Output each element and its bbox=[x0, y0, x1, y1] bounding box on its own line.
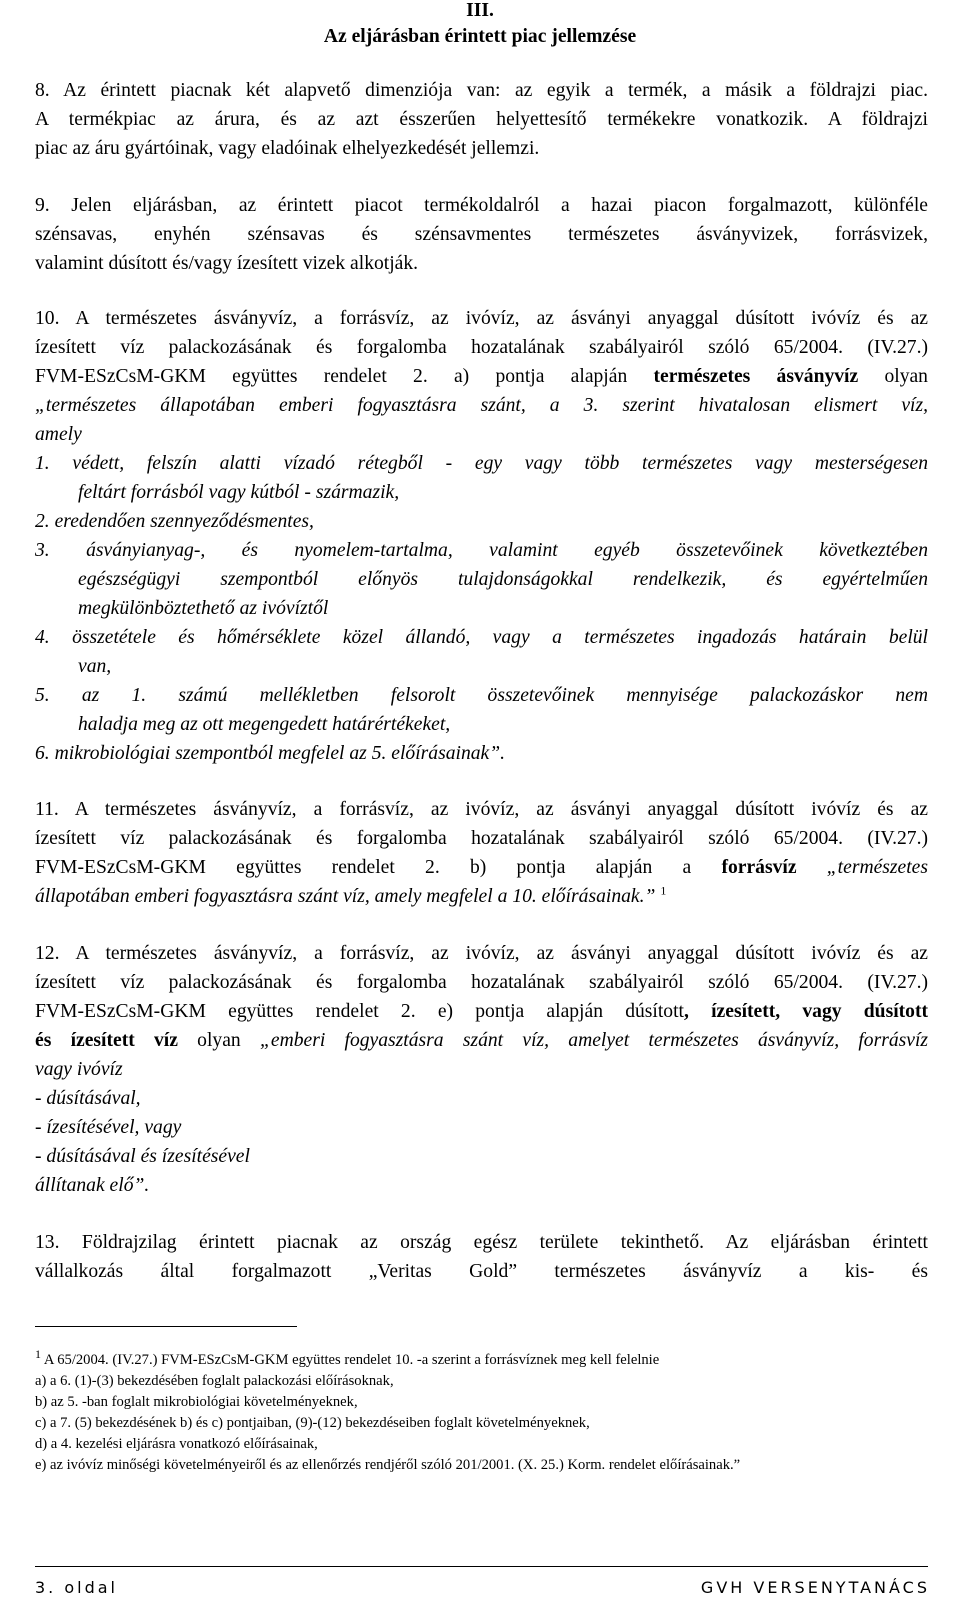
list-item: haladja meg az ott megengedett határértékeket, bbox=[78, 714, 451, 735]
paragraph-13-line: 13. Földrajzilag érintett piacnak az ország egész területe tekinthető. Az eljárásban érintett bbox=[35, 1232, 928, 1253]
list-item: 2. eredendően szennyeződésmentes, bbox=[35, 511, 314, 532]
list-item: egészségügyi szempontból előnyös tulajdonságokkal rendelkezik, és egyértelműen bbox=[78, 569, 928, 590]
paragraph-11-line: FVM-ESzCsM-GKM együttes rendelet 2. b) pontja alapján a forrásvíz „természetes bbox=[35, 857, 929, 878]
paragraph-8-line: piac az áru gyártóinak, vagy eladóinak elhelyezkedését jellemzi. bbox=[35, 138, 540, 159]
list-item: 5. az 1. számú mellékletben felsorolt összetevőinek mennyisége palackozáskor nem bbox=[35, 685, 928, 706]
paragraph-13-line: vállalkozás által forgalmazott „Veritas Gold” természetes ásványvíz a kis- és bbox=[35, 1261, 928, 1282]
paragraph-10-line: ízesített víz palackozásának és forgalomba hozatalának szabályairól szóló 65/2004. (IV.27.) bbox=[35, 337, 928, 358]
paragraph-12-line: állítanak elő”. bbox=[35, 1175, 150, 1196]
list-item: 1. védett, felszín alatti vízadó rétegből - egy vagy több természetes vagy mesterségesen bbox=[35, 453, 928, 474]
paragraph-11-line: 11. A természetes ásványvíz, a forrásvíz, az ivóvíz, az ásványi anyaggal dúsított ivóvíz és az bbox=[35, 799, 928, 820]
paragraph-12-line: vagy ivóvíz bbox=[35, 1059, 123, 1080]
list-item: - dúsításával, bbox=[35, 1088, 141, 1109]
footnote-line: b) az 5. -ban foglalt mikrobiológiai követelményeknek, bbox=[35, 1394, 358, 1410]
footnote-line: d) a 4. kezelési eljárásra vonatkozó előírásainak, bbox=[35, 1436, 318, 1452]
footnote-line: c) a 7. (5) bekezdésének b) és c) pontjaiban, (9)-(12) bekezdéseiben foglalt követelményeknek, bbox=[35, 1415, 590, 1431]
footnote-line: a) a 6. (1)-(3) bekezdésében foglalt palackozási előírásoknak, bbox=[35, 1373, 394, 1389]
footnote-line: e) az ivóvíz minőségi követelményeiről és az ellenőrzés rendjéről szóló 201/2001. (X. 25.) Korm. rendelet előírásainak.” bbox=[35, 1457, 741, 1473]
paragraph-9-line: valamint dúsított és/vagy ízesített vizek alkotják. bbox=[35, 253, 419, 274]
paragraph-10-line: amely bbox=[35, 424, 82, 445]
page-number: 3. oldal bbox=[35, 1578, 118, 1597]
list-item: megkülönböztethető az ivóvíztől bbox=[78, 598, 329, 619]
list-item: van, bbox=[78, 656, 112, 677]
footnote-mark: 1 bbox=[35, 1347, 41, 1362]
page-footer-separator bbox=[35, 1566, 928, 1567]
list-item: - ízesítésével, vagy bbox=[35, 1117, 182, 1138]
chapter-title: Az eljárásban érintett piac jellemzése bbox=[323, 26, 637, 47]
paragraph-8-line: A termékpiac az árura, és az azt ésszerűen helyettesítő termékekre vonatkozik. A földrajzi bbox=[35, 109, 928, 130]
list-item: - dúsításával és ízesítésével bbox=[35, 1146, 250, 1167]
paragraph-11-line: ízesített víz palackozásának és forgalomba hozatalának szabályairól szóló 65/2004. (IV.27.) bbox=[35, 828, 928, 849]
paragraph-12-line: és ízesített víz olyan „emberi fogyasztásra szánt víz, amelyet természetes ásványvíz, forrásvíz bbox=[35, 1030, 929, 1051]
paragraph-9-line: szénsavas, enyhén szénsavas és szénsavmentes természetes ásványvizek, forrásvizek, bbox=[35, 224, 928, 245]
footnote-line: $^1$ A 65/2004. (IV.27.) FVM-ESzCsM-GKM együttes rendelet 10. -a szerint a forrásvíznek meg kell felelnie bbox=[35, 1347, 660, 1368]
paragraph-12-line: ízesített víz palackozásának és forgalomba hozatalának szabályairól szóló 65/2004. (IV.27.) bbox=[35, 972, 928, 993]
chapter-number: III. bbox=[466, 0, 494, 21]
list-item: 6. mikrobiológiai szempontból megfelel az 5. előírásainak”. bbox=[35, 743, 506, 764]
paragraph-10-line: „természetes állapotában emberi fogyasztásra szánt, a 3. szerint hivatalosan elismert víz, bbox=[35, 395, 928, 416]
paragraph-12-line: FVM-ESzCsM-GKM együttes rendelet 2. e) pontja alapján dúsított, ízesített, vagy dúsított bbox=[35, 1001, 929, 1022]
paragraph-10-line: 10. A természetes ásványvíz, a forrásvíz, az ivóvíz, az ásványi anyaggal dúsított ivóvíz és az bbox=[35, 308, 928, 329]
paragraph-12-line: 12. A természetes ásványvíz, a forrásvíz, az ivóvíz, az ásványi anyaggal dúsított ivóvíz és az bbox=[35, 943, 928, 964]
list-item: 3. ásványianyag-, és nyomelem-tartalma, valamint egyéb összetevőinek következtében bbox=[35, 540, 928, 561]
footnote-reference[interactable]: 1 bbox=[660, 883, 667, 898]
footer-organization: GVH VERSENYTANÁCS bbox=[700, 1578, 930, 1597]
paragraph-9-line: 9. Jelen eljárásban, az érintett piacot termékoldalról a hazai piacon forgalmazott, különféle bbox=[35, 195, 928, 216]
list-item: 4. összetétele és hőmérséklete közel állandó, vagy a természetes ingadozás határain belül bbox=[35, 627, 928, 648]
paragraph-10-line: FVM-ESzCsM-GKM együttes rendelet 2. a) pontja alapján természetes ásványvíz olyan bbox=[35, 366, 928, 387]
footnote-separator bbox=[35, 1326, 297, 1327]
paragraph-8-line: 8. Az érintett piacnak két alapvető dimenziója van: az egyik a termék, a másik a földrajzi piac. bbox=[35, 80, 928, 101]
paragraph-11-line: állapotában emberi fogyasztásra szánt víz, amely megfelel a 10. előírásainak.” $^1$ bbox=[35, 883, 667, 907]
list-item: feltárt forrásból vagy kútból - származik, bbox=[78, 482, 400, 503]
